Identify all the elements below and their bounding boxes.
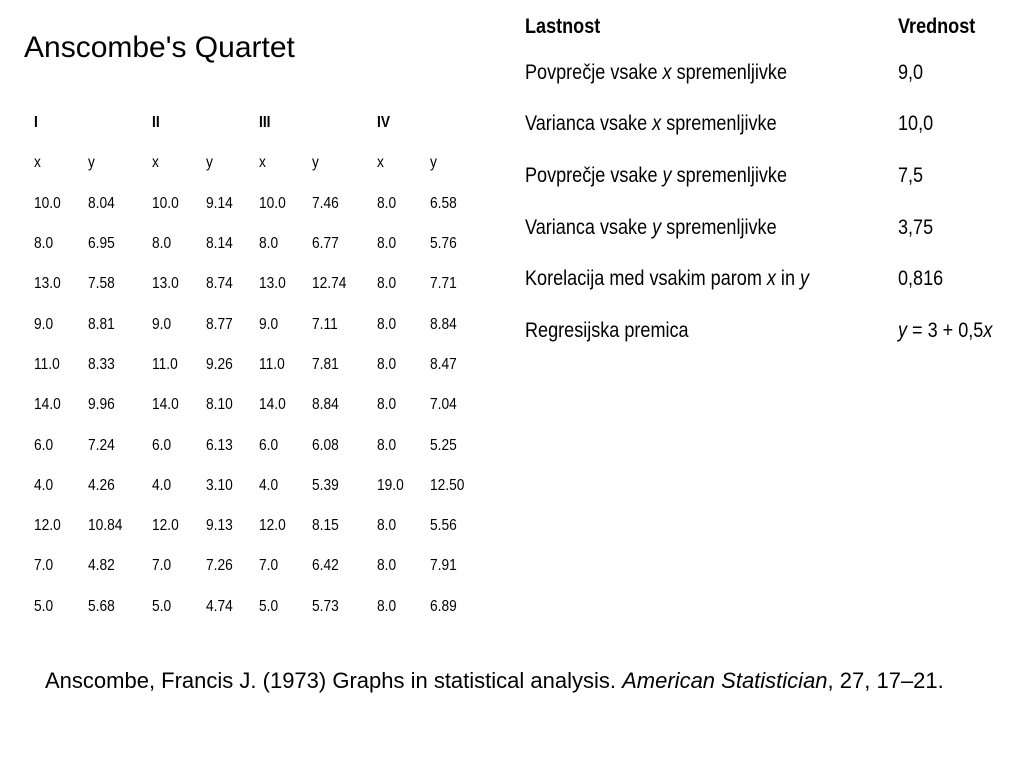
table-row <box>34 506 494 546</box>
property-label-segment: in <box>775 267 801 291</box>
group-header-ii: II <box>152 114 160 132</box>
table-cell: 6.0 <box>152 436 172 454</box>
property-label-segment: spremenljivke <box>661 112 777 136</box>
table-cell: 9.26 <box>206 355 233 373</box>
table-cell: 12.0 <box>34 517 61 535</box>
table-row <box>34 587 494 627</box>
citation-journal: American Statistician <box>622 668 828 693</box>
table-cell: 8.0 <box>377 517 397 535</box>
table-cell: 9.14 <box>206 194 233 212</box>
property-label-segment: x <box>662 60 672 84</box>
table-cell: 4.0 <box>34 476 54 494</box>
property-label-segment: spremenljivke <box>661 215 777 239</box>
table-cell: 8.0 <box>377 436 397 454</box>
column-header: y <box>430 154 437 172</box>
property-label-segment: y <box>662 163 672 187</box>
table-cell: 8.0 <box>377 275 397 293</box>
table-cell: 12.74 <box>312 275 347 293</box>
table-cell: 6.77 <box>312 235 339 253</box>
column-header: x <box>377 154 384 172</box>
property-value <box>898 267 943 291</box>
table-cell: 8.10 <box>206 396 233 414</box>
table-cell: 5.56 <box>430 517 457 535</box>
property-row <box>525 47 1015 99</box>
table-row <box>34 546 494 586</box>
table-row <box>34 345 494 385</box>
property-value-segment: 9,0 <box>898 60 924 84</box>
table-cell: 7.0 <box>34 557 54 575</box>
table-cell: 7.0 <box>152 557 172 575</box>
table-cell: 9.13 <box>206 517 233 535</box>
table-cell: 12.0 <box>259 517 286 535</box>
property-label-segment: y <box>800 267 810 291</box>
table-cell: 8.84 <box>312 396 339 414</box>
table-cell: 14.0 <box>259 396 286 414</box>
table-cell: 6.42 <box>312 557 339 575</box>
table-cell: 8.0 <box>377 315 397 333</box>
table-cell: 10.0 <box>259 194 286 212</box>
table-cell: 4.74 <box>206 597 233 615</box>
table-cell: 5.0 <box>259 597 279 615</box>
property-row <box>525 253 1015 305</box>
table-cell: 8.33 <box>88 355 115 373</box>
table-cell: 9.0 <box>259 315 279 333</box>
anscombe-data-table <box>34 103 494 627</box>
property-label <box>525 267 809 291</box>
table-cell: 11.0 <box>152 355 178 373</box>
property-row <box>525 99 1015 151</box>
property-label <box>525 319 689 343</box>
table-cell: 8.84 <box>430 315 457 333</box>
table-cell: 8.0 <box>377 355 397 373</box>
property-value <box>898 216 933 240</box>
table-cell: 11.0 <box>34 355 60 373</box>
property-label-segment: x <box>652 112 662 136</box>
table-cell: 8.15 <box>312 517 339 535</box>
property-value-segment: 0,816 <box>898 267 944 291</box>
group-header-row <box>34 103 494 143</box>
property-value-segment: 10,0 <box>898 112 934 136</box>
table-cell: 8.04 <box>88 194 115 212</box>
table-cell: 5.76 <box>430 235 457 253</box>
table-cell: 4.0 <box>259 476 279 494</box>
table-cell: 3.10 <box>206 476 233 494</box>
table-cell: 13.0 <box>259 275 286 293</box>
table-cell: 5.73 <box>312 597 339 615</box>
column-header: y <box>312 154 319 172</box>
table-cell: 7.91 <box>430 557 457 575</box>
table-cell: 12.50 <box>430 476 465 494</box>
table-row <box>34 224 494 264</box>
table-cell: 9.0 <box>152 315 172 333</box>
data-rows <box>34 184 494 627</box>
table-cell: 14.0 <box>152 396 179 414</box>
group-header-iv: IV <box>377 114 391 132</box>
property-label <box>525 61 787 85</box>
table-cell: 7.58 <box>88 275 115 293</box>
property-row <box>525 202 1015 254</box>
group-header-iii: III <box>259 114 271 132</box>
table-cell: 7.24 <box>88 436 115 454</box>
table-cell: 8.81 <box>88 315 115 333</box>
table-cell: 10.0 <box>152 194 179 212</box>
property-label-segment: spremenljivke <box>671 60 787 84</box>
table-cell: 5.0 <box>152 597 172 615</box>
table-row <box>34 385 494 425</box>
table-cell: 5.25 <box>430 436 457 454</box>
property-label-segment: x <box>766 267 776 291</box>
citation-text: Anscombe, Francis J. (1973) Graphs in statistical analysis. <box>45 668 623 693</box>
table-cell: 4.26 <box>88 476 115 494</box>
table-cell: 8.0 <box>377 396 397 414</box>
table-cell: 8.0 <box>152 235 172 253</box>
properties-table <box>525 7 1015 357</box>
table-cell: 8.0 <box>377 557 397 575</box>
table-cell: 6.08 <box>312 436 339 454</box>
property-value <box>898 112 933 136</box>
property-label <box>525 112 777 136</box>
table-cell: 9.96 <box>88 396 115 414</box>
table-cell: 11.0 <box>259 355 285 373</box>
table-cell: 8.0 <box>377 194 397 212</box>
group-header-i: I <box>34 114 38 132</box>
table-cell: 13.0 <box>34 275 61 293</box>
property-label-segment: y <box>652 215 662 239</box>
table-cell: 10.84 <box>88 517 123 535</box>
table-cell: 4.82 <box>88 557 115 575</box>
table-cell: 6.89 <box>430 597 457 615</box>
table-cell: 8.0 <box>34 235 54 253</box>
property-value <box>898 164 923 188</box>
table-cell: 5.68 <box>88 597 115 615</box>
property-label <box>525 216 777 240</box>
property-label-segment: Regresijska premica <box>525 318 689 342</box>
table-cell: 12.0 <box>152 517 179 535</box>
table-cell: 6.95 <box>88 235 115 253</box>
table-cell: 10.0 <box>34 194 61 212</box>
column-header: x <box>34 154 41 172</box>
property-label <box>525 164 787 188</box>
citation <box>45 666 1005 696</box>
table-cell: 13.0 <box>152 275 179 293</box>
table-cell: 19.0 <box>377 476 404 494</box>
table-cell: 7.46 <box>312 194 339 212</box>
property-value-segment: 7,5 <box>898 163 924 187</box>
table-row <box>34 184 494 224</box>
property-label-segment: Povprečje vsake <box>525 60 663 84</box>
properties-rows <box>525 47 1015 357</box>
table-cell: 6.0 <box>34 436 54 454</box>
citation-details: , 27, 17–21. <box>827 668 944 693</box>
property-label-segment: Varianca vsake <box>525 215 653 239</box>
table-cell: 5.39 <box>312 476 339 494</box>
column-header: x <box>152 154 159 172</box>
table-cell: 8.14 <box>206 235 233 253</box>
table-cell: 6.13 <box>206 436 233 454</box>
property-value-segment: x <box>983 318 993 342</box>
table-cell: 8.74 <box>206 275 233 293</box>
table-cell: 5.0 <box>34 597 54 615</box>
table-cell: 9.0 <box>34 315 54 333</box>
table-cell: 8.0 <box>377 597 397 615</box>
table-row <box>34 264 494 304</box>
property-value <box>898 61 923 85</box>
property-label-segment: Korelacija med vsakim parom <box>525 267 767 291</box>
table-cell: 8.0 <box>259 235 279 253</box>
table-cell: 7.81 <box>312 355 339 373</box>
column-header: y <box>206 154 213 172</box>
table-cell: 7.71 <box>430 275 457 293</box>
property-value-segment: = 3 + 0,5 <box>907 318 984 342</box>
table-cell: 8.77 <box>206 315 233 333</box>
table-cell: 7.26 <box>206 557 233 575</box>
table-cell: 7.04 <box>430 396 457 414</box>
property-row <box>525 150 1015 202</box>
property-label-segment: Povprečje vsake <box>525 163 663 187</box>
table-cell: 6.58 <box>430 194 457 212</box>
property-value-segment: y <box>898 318 908 342</box>
property-label-segment: spremenljivke <box>671 163 787 187</box>
table-cell: 6.0 <box>259 436 279 454</box>
page-title: Anscombe's Quartet <box>24 31 295 64</box>
table-cell: 7.0 <box>259 557 279 575</box>
table-cell: 8.0 <box>377 235 397 253</box>
table-row <box>34 466 494 506</box>
property-value-segment: 3,75 <box>898 215 934 239</box>
properties-header-row <box>525 7 1015 47</box>
property-label-segment: Varianca vsake <box>525 112 653 136</box>
property-row <box>525 305 1015 357</box>
column-header: x <box>259 154 266 172</box>
property-value <box>898 319 992 343</box>
table-row <box>34 304 494 344</box>
table-cell: 8.47 <box>430 355 457 373</box>
table-cell: 4.0 <box>152 476 172 494</box>
properties-header-value: Vrednost <box>898 15 976 38</box>
column-header: y <box>88 154 95 172</box>
column-header-row <box>34 143 494 183</box>
table-cell: 7.11 <box>312 315 338 333</box>
table-cell: 14.0 <box>34 396 61 414</box>
table-row <box>34 425 494 465</box>
properties-header-label: Lastnost <box>525 15 601 38</box>
